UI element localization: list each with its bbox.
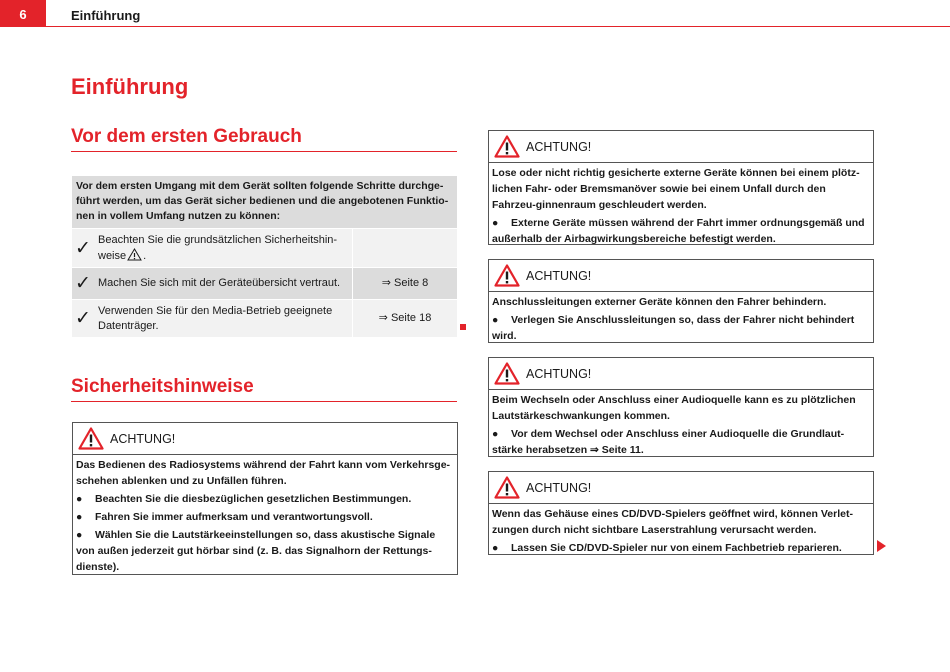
checklist-text: Beachten Sie die grundsätzlichen Sicherheitshin-weise . bbox=[98, 233, 338, 262]
warning-bullet: ● Externe Geräte müssen während der Fahrt immer ordnungsgemäß und außerhalb der Airbagwirkungsbereiche befestigt werden. bbox=[492, 217, 865, 245]
page-title: Einführung bbox=[71, 74, 189, 99]
warning-text: Beim Wechseln oder Anschluss einer Audioquelle kann es zu plötzlichen Lautstärkeschwankungen kommen. bbox=[492, 394, 856, 422]
warning-label: ACHTUNG! bbox=[526, 480, 592, 495]
warning-box bbox=[488, 471, 874, 555]
continued-arrow-icon[interactable] bbox=[877, 540, 886, 552]
warning-header bbox=[73, 423, 457, 455]
warning-bullet: ● Verlegen Sie Anschlussleitungen so, dass der Fahrer nicht behindert wird. bbox=[492, 314, 855, 342]
running-title: Einführung bbox=[71, 8, 141, 23]
warning-label: ACHTUNG! bbox=[526, 268, 592, 283]
check-icon: ✓ bbox=[75, 273, 91, 294]
warning-bullet: ● Fahren Sie immer aufmerksam und verantwortungsvoll. bbox=[76, 511, 373, 523]
warning-text: Anschlussleitungen externer Geräte können den Fahrer behindern. bbox=[492, 296, 827, 308]
checklist-text: Verwenden Sie für den Media-Betrieb geeignete Datenträger. bbox=[98, 304, 333, 332]
warning-text: Das Bedienen des Radiosystems während der Fahrt kann vom Verkehrsge-schehen ablenken und zu Unfällen führen. bbox=[76, 459, 451, 487]
checklist-row bbox=[72, 229, 457, 267]
warning-box bbox=[488, 130, 874, 245]
section-rule bbox=[71, 401, 457, 402]
warning-label: ACHTUNG! bbox=[526, 139, 592, 154]
page-number: 6 bbox=[0, 0, 46, 27]
warning-header bbox=[489, 472, 873, 504]
warning-bullet: ● Lassen Sie CD/DVD-Spieler nur von einem Fachbetrieb reparieren. bbox=[492, 542, 842, 554]
warning-triangle-icon bbox=[494, 362, 520, 385]
section-heading-first-use: Vor dem ersten Gebrauch bbox=[71, 126, 302, 147]
warning-label: ACHTUNG! bbox=[110, 431, 176, 446]
warning-header bbox=[489, 131, 873, 163]
warning-triangle-icon bbox=[494, 135, 520, 158]
warning-bullet: ● Wählen Sie die Lautstärkeeinstellungen so, dass akustische Signale von außen jederzeit gut hörbar sind (z. B. das Signalhorn der Rettungs-dienste). bbox=[76, 529, 436, 573]
checklist-row bbox=[72, 300, 457, 337]
section-heading-safety: Sicherheitshinweise bbox=[71, 376, 254, 397]
warning-bullet: ● Beachten Sie die diesbezüglichen gesetzlichen Bestimmungen. bbox=[76, 493, 412, 505]
check-icon: ✓ bbox=[75, 237, 91, 259]
warning-triangle-icon bbox=[127, 248, 142, 261]
checklist-text: Machen Sie sich mit der Geräteübersicht vertraut. bbox=[98, 277, 341, 289]
warning-box bbox=[72, 422, 458, 575]
warning-label: ACHTUNG! bbox=[526, 366, 592, 381]
warning-triangle-icon bbox=[494, 476, 520, 499]
warning-header bbox=[489, 358, 873, 390]
checklist-ref bbox=[352, 229, 457, 267]
header-rule bbox=[46, 26, 950, 27]
section-rule bbox=[71, 151, 457, 152]
warning-triangle-icon bbox=[494, 264, 520, 287]
warning-box bbox=[488, 357, 874, 457]
checklist-ref-link[interactable]: ⇒ Seite 18 bbox=[352, 300, 457, 337]
checklist-ref-link[interactable]: ⇒ Seite 8 bbox=[352, 268, 457, 299]
warning-text: Lose oder nicht richtig gesicherte externe Geräte können bei einem plötz-lichen Fahr- oder Bremsmanöver sowie bei einem Unfall durch den Fahrzeu-ginnenraum geschleudert werden. bbox=[492, 167, 860, 211]
checklist-row bbox=[72, 268, 457, 299]
intro-text: Vor dem ersten Umgang mit dem Gerät sollten folgende Schritte durchge-führt werden, um das Gerät sicher bedienen und die angebotenen Funktio-nen in vollem Umfang nutzen zu können: bbox=[72, 176, 457, 228]
check-icon: ✓ bbox=[75, 308, 91, 329]
warning-box bbox=[488, 259, 874, 343]
warning-header bbox=[489, 260, 873, 292]
warning-triangle-icon bbox=[78, 427, 104, 450]
section-end-square-icon bbox=[460, 324, 466, 330]
warning-bullet: ● Vor dem Wechsel oder Anschluss einer Audioquelle die Grundlaut-stärke herabsetzen ⇒ Seite 11. bbox=[492, 428, 845, 456]
warning-text: Wenn das Gehäuse eines CD/DVD-Spielers geöffnet wird, können Verlet-zungen durch nicht sichtbare Laserstrahlung verursacht werden. bbox=[492, 508, 853, 536]
